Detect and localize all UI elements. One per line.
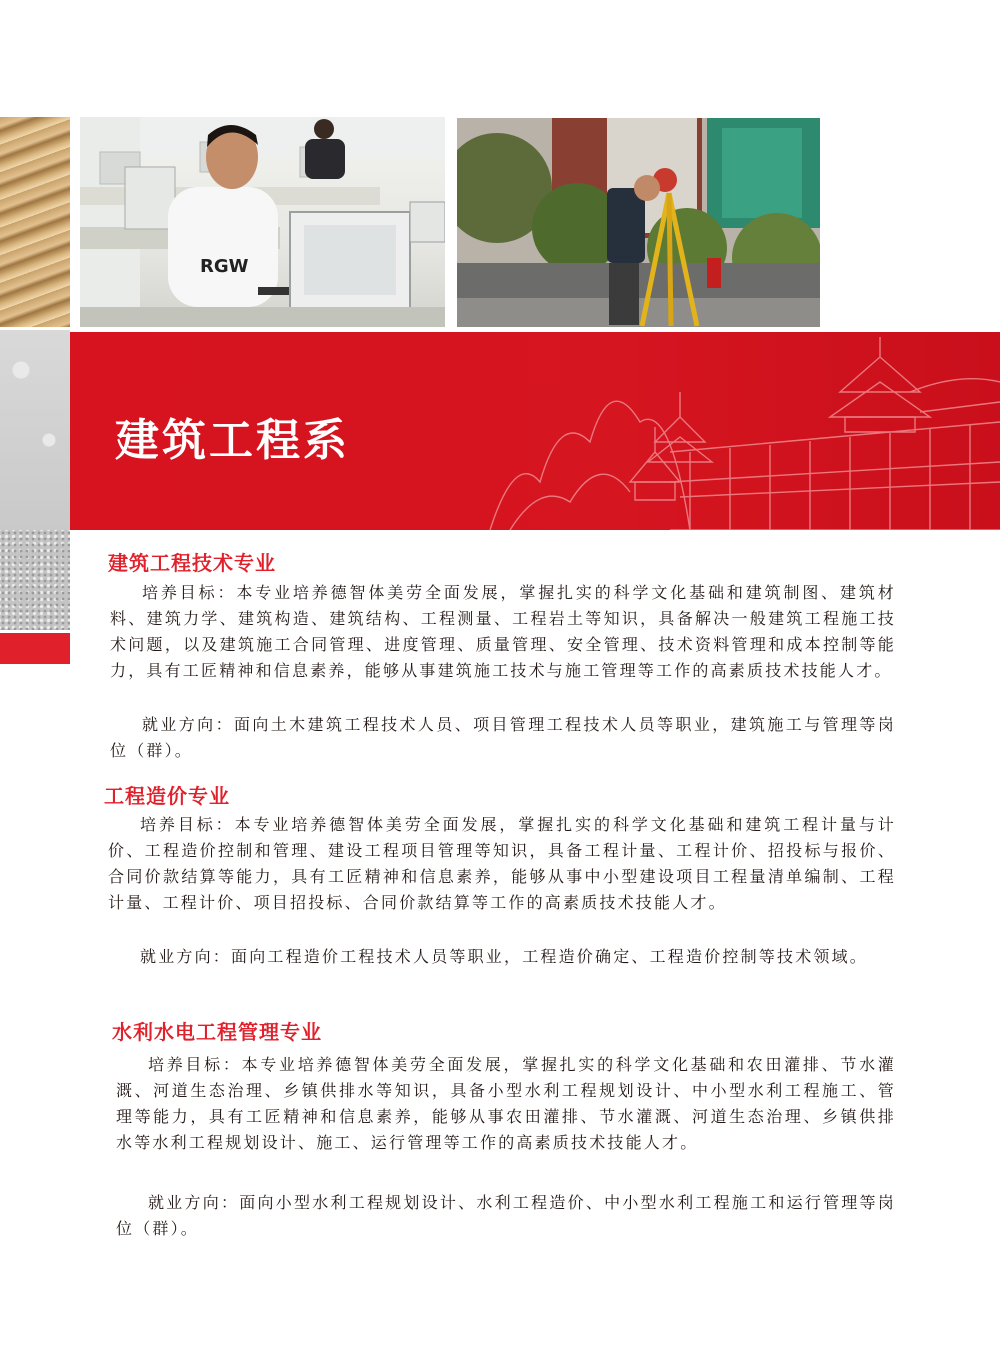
wood-texture-decoration: [0, 117, 70, 327]
computer-lab-illustration: [80, 117, 445, 327]
section-goal-engineering-cost: 培养目标：本专业培养德智体美劳全面发展，掌握扎实的科学文化基础和建筑工程计量与计价、工程造价控制和管理、建设工程项目管理等知识，具备工程计量、工程计价、招投标与报价、合同价款结算等能力，具有工匠精神和信息素养，能够从事中小型建设项目工程量清单编制、工程计量、工程计价、项目招投标、合同价款结算等工作的高素质技术技能人才。: [108, 815, 896, 912]
concrete-texture-decoration: [0, 330, 70, 530]
section-goal-construction-technology: 培养目标：本专业培养德智体美劳全面发展，掌握扎实的科学文化基础和建筑制图、建筑材料、建筑力学、建筑构造、建筑结构、工程测量、工程岩土等知识，具备解决一般建筑工程施工技术问题，以及建筑施工合同管理、进度管理、质量管理、安全管理、技术资料管理和成本控制等能力，具有工匠精神和信息素养，能够从事建筑施工技术与施工管理等工作的高素质技术技能人才。: [110, 583, 896, 680]
section-career-engineering-cost: 就业方向：面向工程造价工程技术人员等职业，工程造价确定、工程造价控制等技术领域。: [140, 947, 869, 966]
department-title: 建筑工程系: [115, 415, 350, 466]
surveying-illustration: [457, 118, 820, 327]
pebble-texture-decoration: [0, 530, 70, 630]
photo-computer-lab: [80, 117, 445, 327]
section-title-engineering-cost: 工程造价专业: [104, 784, 230, 808]
section-title-hydraulic-engineering: 水利水电工程管理专业: [112, 1020, 322, 1044]
red-side-tab: [0, 633, 70, 664]
section-goal-hydraulic-engineering: 培养目标：本专业培养德智体美劳全面发展，掌握扎实的科学文化基础和农田灌排、节水灌溉、河道生态治理、乡镇供排水等知识，具备小型水利工程规划设计、中小型水利工程施工、管理等能力，具有工匠精神和信息素养，能够从事农田灌排、节水灌溉、河道生态治理、乡镇供排水等水利工程规划设计、施工、运行管理等工作的高素质技术技能人才。: [116, 1055, 896, 1152]
section-career-hydraulic-engineering: 就业方向：面向小型水利工程规划设计、水利工程造价、中小型水利工程施工和运行管理等岗位（群）。: [116, 1193, 896, 1238]
svg-text:RGW: RGW: [200, 256, 249, 277]
department-banner: [70, 332, 1000, 530]
section-career-construction-technology: 就业方向：面向土木建筑工程技术人员、项目管理工程技术人员等职业，建筑施工与管理等岗位（群）。: [110, 715, 896, 760]
photo-surveying: [457, 118, 820, 327]
section-title-construction-technology: 建筑工程技术专业: [108, 551, 276, 575]
